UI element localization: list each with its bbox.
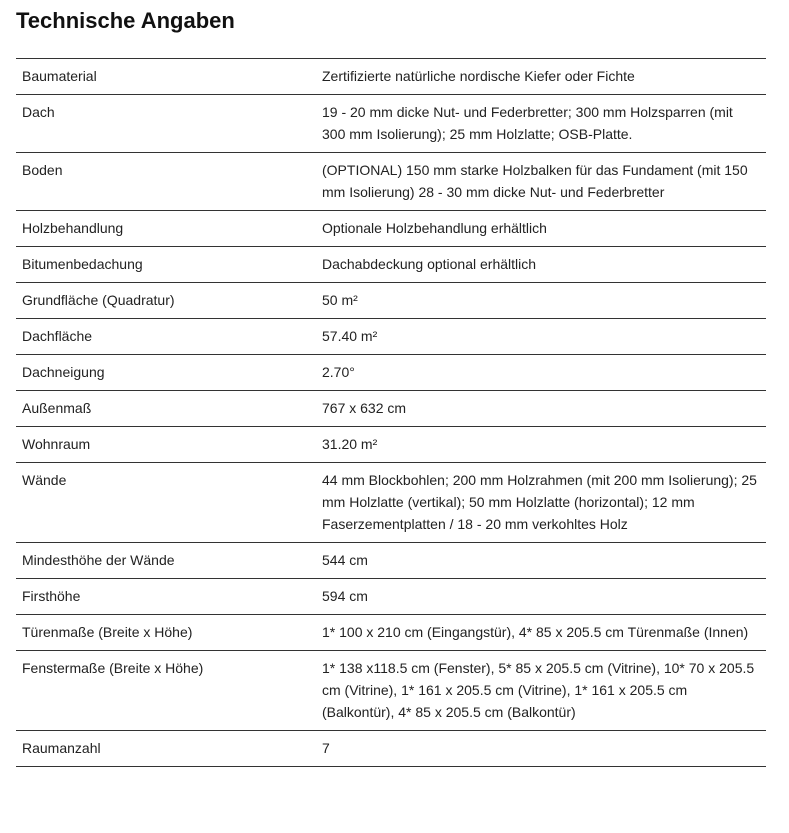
table-row — [16, 391, 766, 427]
spec-value: 19 - 20 mm dicke Nut- und Federbretter; 300 mm Holzsparren (mit 300 mm Isolierung); 25 mm Holzlatte; OSB-Platte. — [316, 95, 766, 153]
table-row — [16, 615, 766, 651]
spec-label: Wohnraum — [16, 427, 316, 463]
spec-label: Boden — [16, 153, 316, 211]
spec-value: 31.20 m² — [316, 427, 766, 463]
spec-label: Mindesthöhe der Wände — [16, 543, 316, 579]
table-row — [16, 319, 766, 355]
spec-label: Grundfläche (Quadratur) — [16, 283, 316, 319]
spec-value: 767 x 632 cm — [316, 391, 766, 427]
spec-label: Raumanzahl — [16, 731, 316, 767]
spec-value: 2.70° — [316, 355, 766, 391]
section-title: Technische Angaben — [16, 8, 235, 33]
spec-value: (OPTIONAL) 150 mm starke Holzbalken für das Fundament (mit 150 mm Isolierung) 28 - 30 mm dicke Nut- und Federbretter — [316, 153, 766, 211]
spec-value: 7 — [316, 731, 766, 767]
spec-label: Außenmaß — [16, 391, 316, 427]
spec-label: Türenmaße (Breite x Höhe) — [16, 615, 316, 651]
table-row — [16, 153, 766, 211]
table-row — [16, 211, 766, 247]
spec-value: Dachabdeckung optional erhältlich — [316, 247, 766, 283]
table-row — [16, 579, 766, 615]
spec-label: Dachneigung — [16, 355, 316, 391]
spec-label: Bitumenbedachung — [16, 247, 316, 283]
spec-value: 594 cm — [316, 579, 766, 615]
table-row — [16, 651, 766, 731]
table-row — [16, 283, 766, 319]
spec-value: Optionale Holzbehandlung erhältlich — [316, 211, 766, 247]
spec-label: Dachfläche — [16, 319, 316, 355]
spec-value: 1* 100 x 210 cm (Eingangstür), 4* 85 x 205.5 cm Türenmaße (Innen) — [316, 615, 766, 651]
spec-label: Firsthöhe — [16, 579, 316, 615]
spec-value: 50 m² — [316, 283, 766, 319]
table-row — [16, 543, 766, 579]
table-row — [16, 95, 766, 153]
spec-value: 544 cm — [316, 543, 766, 579]
table-row — [16, 247, 766, 283]
spec-label: Fenstermaße (Breite x Höhe) — [16, 651, 316, 731]
table-row — [16, 731, 766, 767]
spec-label: Dach — [16, 95, 316, 153]
table-row — [16, 427, 766, 463]
spec-label: Holzbehandlung — [16, 211, 316, 247]
spec-label: Wände — [16, 463, 316, 543]
table-row — [16, 463, 766, 543]
spec-value: 44 mm Blockbohlen; 200 mm Holzrahmen (mit 200 mm Isolierung); 25 mm Holzlatte (vertikal); 50 mm Holzlatte (horizontal); 12 mm Faserzementplatten / 18 - 20 mm verkohltes Holz — [316, 463, 766, 543]
spec-value: Zertifizierte natürliche nordische Kiefer oder Fichte — [316, 59, 766, 95]
specs-table — [16, 58, 766, 767]
spec-label: Baumaterial — [16, 59, 316, 95]
table-row — [16, 355, 766, 391]
table-row — [16, 59, 766, 95]
spec-value: 57.40 m² — [316, 319, 766, 355]
spec-value: 1* 138 x118.5 cm (Fenster), 5* 85 x 205.5 cm (Vitrine), 10* 70 x 205.5 cm (Vitrine), 1* 161 x 205.5 cm (Vitrine), 1* 161 x 205.5 cm (Balkontür), 4* 85 x 205.5 cm (Balkontür) — [316, 651, 766, 731]
